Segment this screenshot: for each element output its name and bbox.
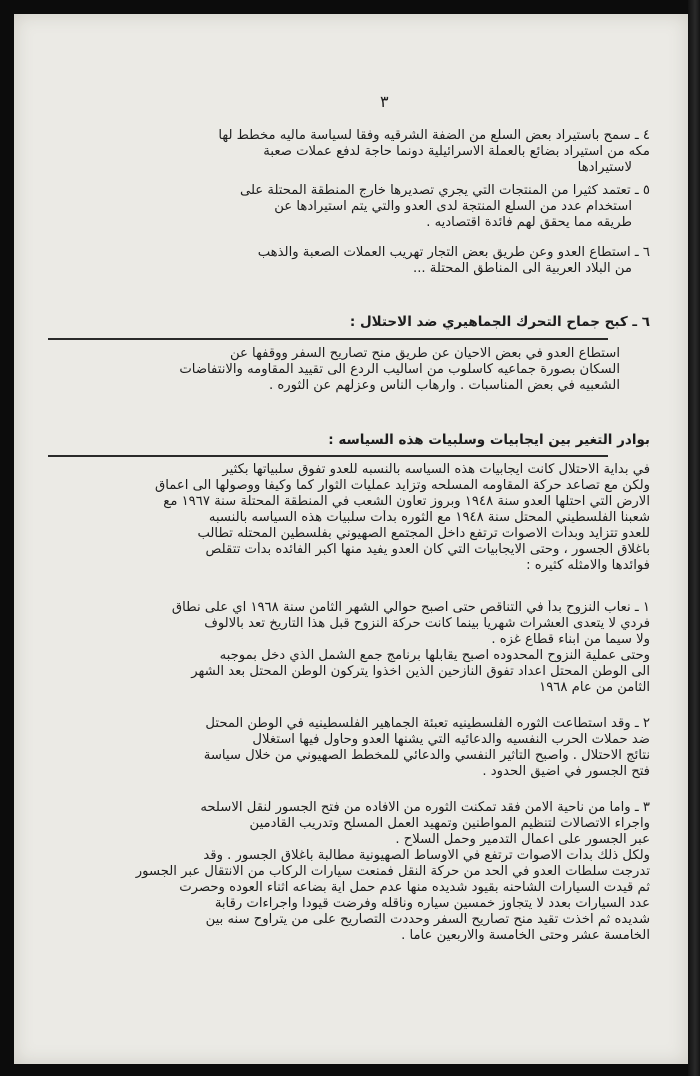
text-line: ٢ ـ وقد استطاعت الثوره الفلسطينيه تعبئة الجماهير الفلسطينيه في الوطن المحتل (205, 716, 650, 731)
text-line: ٥ ـ تعتمد كثيرا من المنتجات التي يجري تصديرها خارج المنطقة المحتلة على (239, 183, 650, 198)
item-5 (60, 183, 650, 231)
text-line: مكه من استيراد بضائع بالعملة الاسرائيلية دونما حاجة لدفع عملات صعبة (263, 144, 650, 159)
scanner-edge (688, 0, 700, 1076)
text-line: عبر الجسور على اعمال التدمير وحمل السلاح . (395, 832, 650, 847)
intro-paragraph (58, 462, 650, 574)
heading-underline (48, 455, 608, 457)
text-line: عدد السيارات بعدد لا يتجاوز خمسين سياره وناقله وفرضت قيودا واجراءات رقابة (214, 896, 650, 911)
text-line: ولكل ذلك بدأت الاصوات ترتفع في الاوساط الصهيونية مطالبة باغلاق الجسور . وقد (203, 848, 650, 863)
text-line: الى الوطن المحتل اعداد تفوق النازحين الذين اخذوا يتركون الوطن المحتل بعد الشهر (191, 664, 650, 679)
section-6-body (60, 346, 620, 394)
text-line: للعدو تتزايد وبدأت الاصوات ترتفع داخل المجتمع الصهيوني بفلسطين المحتله تطالب (197, 526, 650, 541)
text-line: ٤ ـ سمح باستيراد بعض السلع من الضفة الشرقيه وفقا لسياسة ماليه مخطط لها (218, 128, 650, 143)
text-line: واجراء الاتصالات لتنظيم المواطنين وتمهيد العمل المسلح وتدريب القادمين (249, 816, 650, 831)
text-line: فردي لا يتعدى العشرات شهريا بينما كانت حركة النزوح قبل هذا التاريخ تعد بالالوف (204, 616, 650, 631)
text-line: الخامسة عشر وحتى الخامسة والاربعين عاما . (401, 928, 650, 943)
text-line: ٦ ـ استطاع العدو وعن طريق بعض التجار تهريب العملات الصعبة والذهب (257, 245, 650, 260)
text-line: الثامن من عام ١٩٦٨ (539, 680, 650, 695)
section-6-heading: ٦ ـ كبح جماح التحرك الجماهيري ضد الاحتلال : (349, 314, 650, 330)
section-heading: بوادر التغير بين ايجابيات وسلبيات هذه السياسه : (328, 432, 650, 448)
text-line: فوائدها والامثله كثيره : (526, 558, 650, 573)
point-2 (58, 716, 650, 780)
text-line: الارض التي احتلها العدو سنة ١٩٤٨ وبروز تعاون الشعب في المنطقة المحتلة سنة ١٩٦٧ مع (163, 494, 650, 509)
point-1 (58, 600, 650, 696)
text-line: نتائج الاحتلال . واصبح التأثير النفسي والدعائي للمخطط الصهيوني من خلال سياسة (203, 748, 650, 763)
page-number: ٣ (380, 92, 389, 111)
text-line: طريقه مما يحقق لهم فائدة اقتصاديه . (426, 215, 632, 230)
text-line: وحتى عملية النزوح المحدوده اصبح يقابلها برنامج جمع الشمل الذي دخل بموجبه (219, 648, 650, 663)
text-line: استطاع العدو في بعض الاحيان عن طريق منح تصاريح السفر ووقفها عن (229, 346, 620, 361)
text-line: شعبنا الفلسطيني المحتل سنة ١٩٤٨ مع الثوره بدأت سلبيات هذه السياسه بالنسبه (208, 510, 650, 525)
text-line: تدرجت سلطات العدو في الحد من حركة النقل فمنعت سيارات الركاب من الانتقال عبر الجسور (135, 864, 650, 879)
item-6 (60, 245, 650, 277)
text-line: ولكن مع تصاعد حركة المقاومه المسلحه وتزايد عمليات الثوار كما وكيفا ووصولها الى اعماق (154, 478, 650, 493)
text-line: ٣ ـ واما من ناحية الامن فقد تمكنت الثوره من الافاده من فتح الجسور لنقل الاسلحه (200, 800, 650, 815)
text-line: من البلاد العربية الى المناطق المحتلة ... (413, 261, 632, 276)
text-line: السكان بصورة جماعيه كاسلوب من اساليب الردع الى تقييد المقاومه والانتفاضات (179, 362, 620, 377)
text-line: استخدام عدد من السلع المنتجة لدى العدو والتي يتم استيرادها عن (274, 199, 632, 214)
text-line: فتح الجسور في اضيق الحدود . (482, 764, 650, 779)
text-line: ولا سيما من ابناء قطاع غزه . (491, 632, 650, 647)
text-line: شديده ثم اخذت تقيد منح تصاريح السفر وحددت التصاريح على من يتراوح سنه بين (205, 912, 650, 927)
text-line: ثم قيدت السيارات الشاحنه بقيود شديده منها عدم حمل اية بضاعه اثناء العوده وحصرت (179, 880, 650, 895)
text-line: ١ ـ نعاب النزوح بدأ في التناقص حتى اصبح حوالي الشهر الثامن سنة ١٩٦٨ اي على نطاق (171, 600, 650, 615)
text-line: لاستيرادها (577, 160, 632, 175)
heading-underline (48, 338, 608, 340)
point-3 (58, 800, 650, 944)
text-line: ضد حملات الحرب النفسيه والدعائيه التي يشنها العدو وحاول فيها استغلال (252, 732, 650, 747)
text-line: في بداية الاحتلال كانت ايجابيات هذه السياسه بالنسبه للعدو تفوق سلبياتها بكثير (222, 462, 650, 477)
text-line: الشعبيه في بعض المناسبات . وارهاب الناس وعزلهم عن الثوره . (268, 378, 620, 393)
text-line: باغلاق الجسور ، وحتى الايجابيات التي كان العدو يفيد منها اكبر الفائده بدأت تتقلص (205, 542, 650, 557)
item-4 (60, 128, 650, 176)
